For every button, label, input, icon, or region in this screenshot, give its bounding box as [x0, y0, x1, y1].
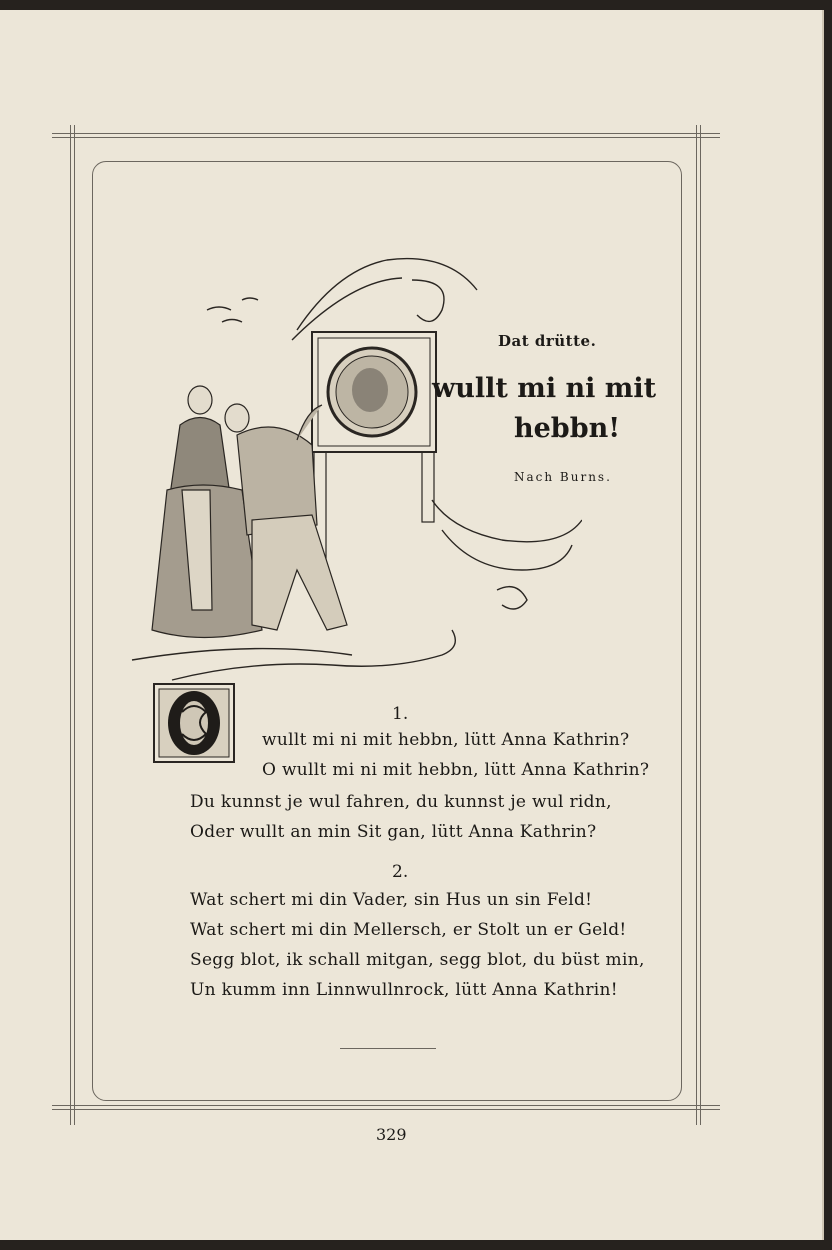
- stanza-1-line-4: Oder wullt an min Sit gan, lütt Anna Kathrin?: [190, 822, 597, 842]
- end-rule: [340, 1048, 436, 1049]
- drop-cap-o-icon: [152, 682, 236, 764]
- left-rule-inner: [74, 125, 75, 1125]
- book-page: [0, 10, 824, 1240]
- right-rule-inner: [700, 125, 701, 1125]
- bottom-rule-inner: [52, 1109, 720, 1110]
- attribution: Nach Burns.: [514, 470, 612, 484]
- title-initial-o-icon: [330, 352, 420, 442]
- bottom-rule: [52, 1105, 720, 1106]
- couple-illustration: [112, 240, 582, 700]
- section-kicker: Dat drütte.: [498, 332, 597, 350]
- stanza-2-line-4: Un kumm inn Linnwullnrock, lütt Anna Kathrin!: [190, 980, 618, 1000]
- stanza-1-line-1: wullt mi ni mit hebbn, lütt Anna Kathrin?: [262, 730, 630, 750]
- stanza-2-number: 2.: [392, 862, 409, 882]
- page-number: 329: [376, 1125, 407, 1144]
- top-rule-inner: [52, 137, 720, 138]
- top-rule: [52, 133, 720, 134]
- poem-title-line1: wullt mi ni mit: [432, 373, 657, 404]
- stanza-2-line-3: Segg blot, ik schall mitgan, segg blot, du büst min,: [190, 950, 645, 970]
- stanza-1-line-2: O wullt mi ni mit hebbn, lütt Anna Kathrin?: [262, 760, 650, 780]
- poem-title-line2: hebbn!: [514, 413, 621, 444]
- left-rule: [70, 125, 71, 1125]
- right-rule: [696, 125, 697, 1125]
- stanza-2-line-2: Wat schert mi din Mellersch, er Stolt un er Geld!: [190, 920, 627, 940]
- stanza-1-line-3: Du kunnst je wul fahren, du kunnst je wul ridn,: [190, 792, 612, 812]
- stanza-1-number: 1.: [392, 704, 409, 724]
- stanza-2-line-1: Wat schert mi din Vader, sin Hus un sin Feld!: [190, 890, 593, 910]
